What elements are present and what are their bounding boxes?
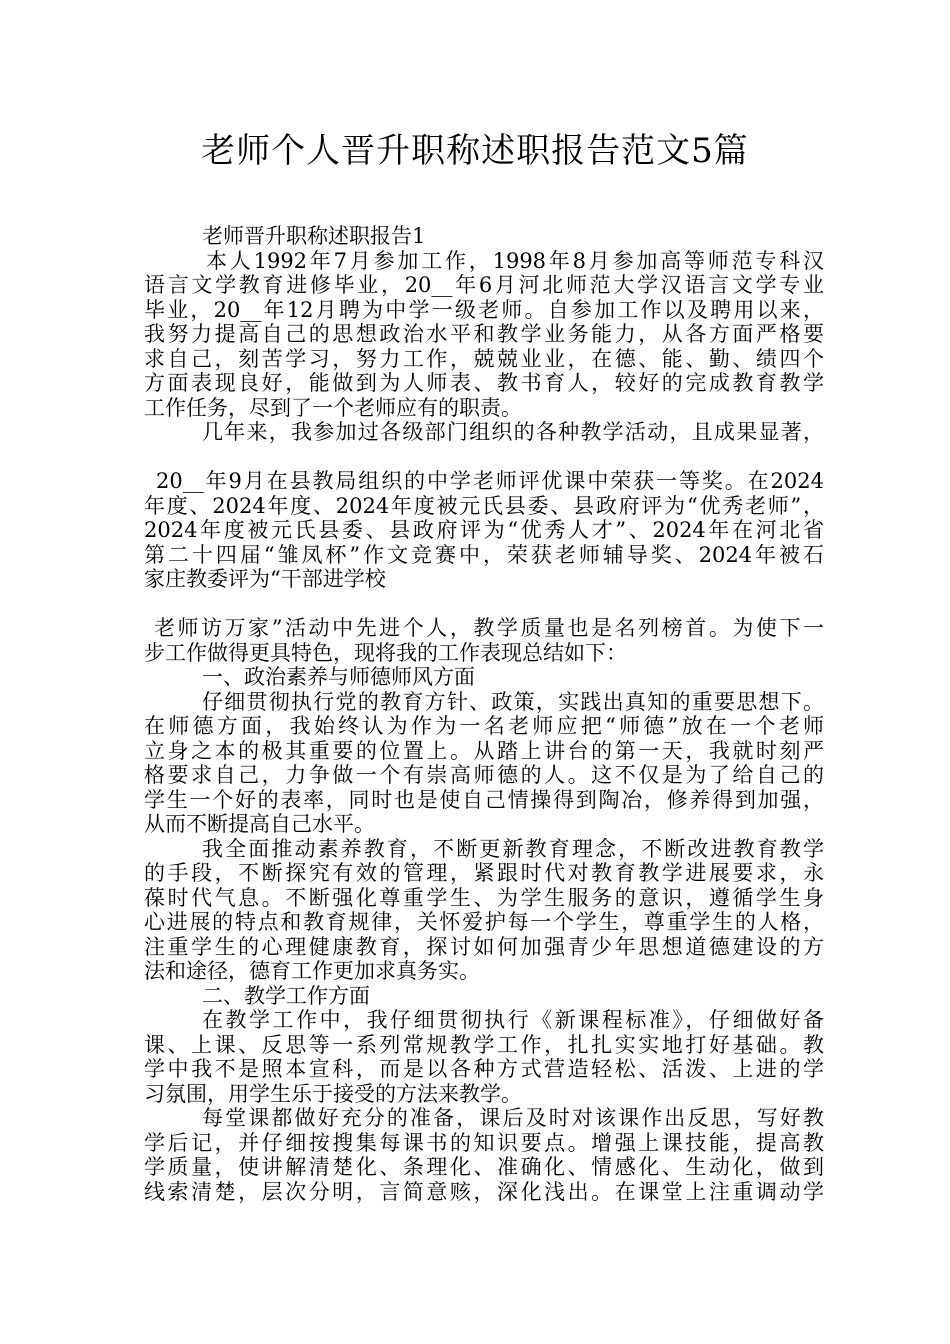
paragraph-line: 习氛围，用学生乐于接受的方法来教学。 [144, 1081, 522, 1106]
paragraph-line: 我努力提高自己的思想政治水平和教学业务能力，从各方面严格要 [144, 322, 824, 346]
document-title: 老师个人晋升职称述职报告范文5篇 [201, 131, 749, 171]
paragraph-line: 工作任务，尽到了一个老师应有的职责。 [144, 395, 522, 420]
paragraph-line: 本人1992年7月参加工作，1998年8月参加高等师范专科汉 [206, 248, 824, 273]
paragraph-line: 老师访万家”活动中先进个人，教学质量也是名列榜首。为使下一 [154, 616, 824, 640]
document-body [144, 224, 824, 1204]
paragraph-line: 立身之本的极其重要的位置上。从踏上讲台的第一天，我就时刻严 [144, 738, 824, 763]
paragraph-line: 年度、2024年度、2024年度被元氏县委、县政府评为“优秀老师”， [144, 493, 824, 518]
paragraph-line: 法和途径，德育工作更加求真务实。 [144, 959, 480, 983]
paragraph-line: 课、上课、反思等一系列常规教学工作，扎扎实实地打好基础。教 [144, 1032, 824, 1057]
paragraph-line: 格要求自己，力争做一个有崇高师德的人。这不仅是为了给自己的 [144, 763, 824, 787]
paragraph-line: 在师德方面，我始终认为作为一名老师应把“师德”放在一个老师 [144, 714, 824, 738]
paragraph-line: 求自己，刻苦学习，努力工作，兢兢业业，在德、能、勤、绩四个 [144, 346, 824, 371]
paragraph-line: 学中我不是照本宣科，而是以各种方式营造轻松、活泼、上进的学 [144, 1057, 824, 1081]
paragraph-line: 学后记，并仔细按搜集每课书的知识要点。增强上课技能，提高教 [144, 1130, 824, 1155]
paragraph-line: 从而不断提高自己水平。 [144, 812, 375, 836]
section-heading: 老师晋升职称述职报告1 [202, 224, 426, 248]
paragraph-line: 我全面推动素养教育，不断更新教育理念，不断改进教育教学 [202, 836, 824, 861]
paragraph-line: 毕业，20__年12月聘为中学一级老师。自参加工作以及聘用以来， [144, 297, 824, 322]
paragraph-line: 方面表现良好，能做到为人师表、教书育人，较好的完成教育教学 [144, 371, 824, 395]
blank-gap [144, 445, 824, 470]
paragraph-line: 线索清楚，层次分明，言简意赅，深化浅出。在课堂上注重调动学 [144, 1179, 824, 1204]
section-heading: 一、政治素养与师德师风方面 [202, 665, 475, 689]
paragraph-line: 20__年9月在县教局组织的中学老师评优课中荣获一等奖。在2024 [156, 469, 824, 493]
paragraph-line: 葆时代气息。不断强化尊重学生、为学生服务的意识，遵循学生身 [144, 885, 824, 910]
paragraph-line: 家庄教委评为“干部进学校 [144, 567, 386, 591]
paragraph-line: 的手段，不断探究有效的管理，紧跟时代对教育教学进展要求，永 [144, 861, 824, 885]
paragraph-line: 每堂课都做好充分的准备，课后及时对该课作出反思，写好教 [202, 1106, 824, 1130]
paragraph-line: 语言文学教育进修毕业，20__年6月河北师范大学汉语言文学专业 [144, 273, 824, 297]
paragraph-line: 心进展的特点和教育规律，关怀爱护每一个学生，尊重学生的人格， [144, 910, 824, 934]
paragraph-line: 在教学工作中，我仔细贯彻执行《新课程标准》，仔细做好备 [202, 1008, 824, 1032]
paragraph-line: 仔细贯彻执行党的教育方针、政策，实践出真知的重要思想下。 [202, 689, 824, 714]
section-heading: 二、教学工作方面 [202, 983, 370, 1008]
paragraph-line: 学生一个好的表率，同时也是使自己情操得到陶冶，修养得到加强， [144, 787, 824, 812]
paragraph-line: 学质量，使讲解清楚化、条理化、准确化、情感化、生动化，做到 [144, 1155, 824, 1179]
paragraph-line: 第二十四届“雏凤杯”作文竞赛中，荣获老师辅导奖、2024年被石 [144, 542, 824, 567]
paragraph-line: 注重学生的心理健康教育，探讨如何加强青少年思想道德建设的方 [144, 934, 824, 959]
paragraph-line: 几年来，我参加过各级部门组织的各种教学活动，且成果显著， [202, 420, 824, 444]
paragraph-line: 步工作做得更具特色，现将我的工作表现总结如下： [144, 640, 627, 665]
paragraph-line: 2024年度被元氏县委、县政府评为“优秀人才”、2024年在河北省 [144, 518, 824, 542]
blank-gap [144, 592, 824, 617]
